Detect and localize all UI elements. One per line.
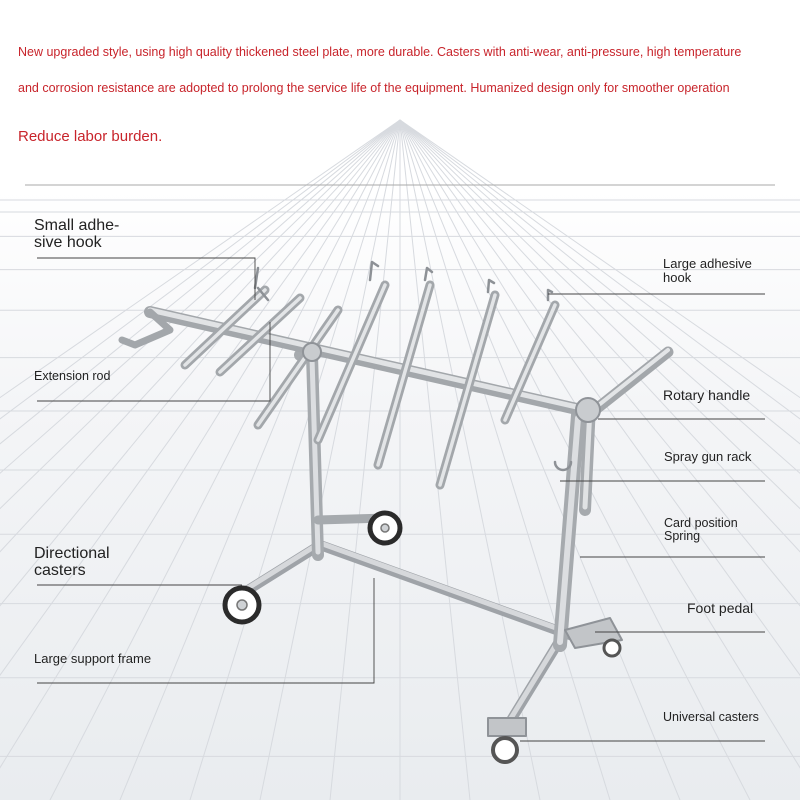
intro-line-1: New upgraded style, using high quality thickened steel plate, more durable. Casters with anti-wear, anti-pressure, high temperature — [18, 45, 742, 59]
label-spray-gun-rack: Spray gun rack — [664, 449, 752, 464]
label-directional-casters: Directional casters — [34, 545, 110, 579]
label-small-adhesive-hook: Small adhe- sive hook — [34, 217, 120, 251]
intro-line-3: Reduce labor burden. — [18, 128, 163, 145]
label-rotary-handle: Rotary handle — [663, 387, 751, 403]
label-large-support-frame: Large support frame — [34, 651, 152, 666]
label-large-adhesive-hook: Large adhesive hook — [663, 256, 752, 285]
label-card-position-spring: Card position Spring — [664, 516, 738, 544]
label-universal-casters: Universal casters — [663, 710, 759, 724]
intro-line-2: and corrosion resistance are adopted to prolong the service life of the equipment. Humanized design only for smoother operation — [18, 81, 730, 95]
label-foot-pedal: Foot pedal — [687, 600, 754, 616]
leader-lines — [37, 258, 765, 741]
label-extension-rod: Extension rod — [34, 369, 111, 383]
